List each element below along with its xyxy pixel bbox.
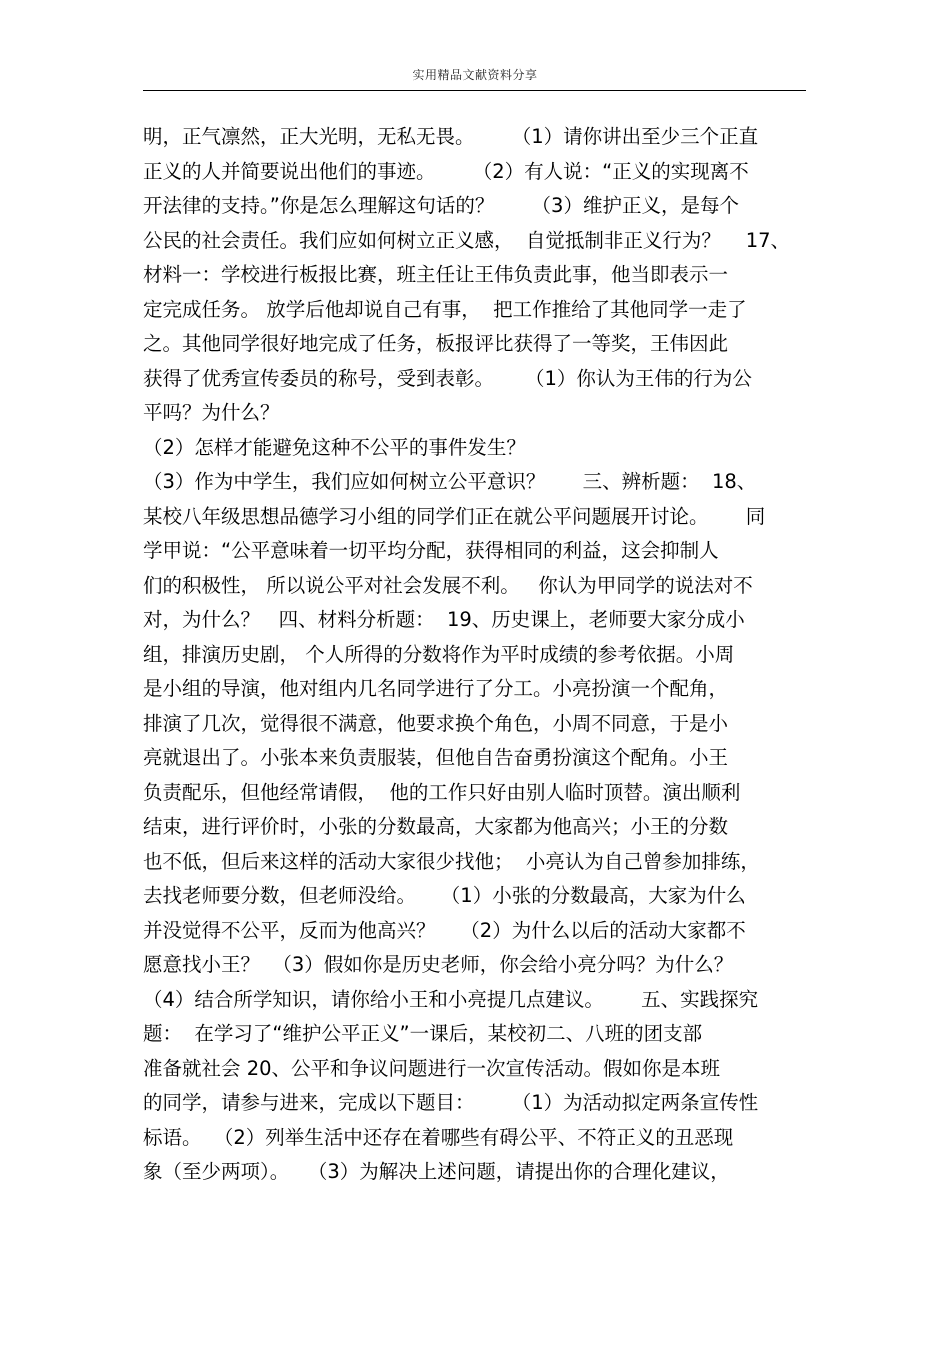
text-line-6: 定完成任务。 放学后他却说自己有事， 把工作推给了其他同学一走了 — [143, 297, 747, 321]
text-line-7: 之。其他同学很好地完成了任务，板报评比获得了一等奖，王伟因此 — [143, 332, 729, 355]
page-header-title: 实用精品文献资料分享 — [412, 68, 538, 82]
header-divider — [143, 90, 806, 91]
text-line-11: （3）作为中学生，我们应如何树立公平意识？ 三、辨析题： 18、 — [143, 470, 757, 493]
text-line-25: 愿意找小王？ （3）假如你是历史老师，你会给小亮分吗？为什么？ — [143, 953, 734, 976]
text-line-5: 材料一：学校进行板报比赛，班主任让王伟负责此事，他当即表示一 — [143, 263, 729, 286]
text-line-18: 排演了几次，觉得很不满意，他要求换个角色，小周不同意，于是小 — [143, 711, 729, 735]
text-line-12: 某校八年级思想品德学习小组的同学们正在就公平问题展开讨论。 同 — [143, 504, 766, 528]
text-line-8: 获得了优秀宣传委员的称号，受到表彰。 （1）你认为王伟的行为公 — [143, 366, 752, 390]
text-line-14: 们的积极性， 所以说公平对社会发展不利。 你认为甲同学的说法对不 — [143, 573, 753, 597]
text-line-20: 负责配乐，但他经常请假， 他的工作只好由别人临时顶替。演出顺利 — [143, 780, 741, 804]
text-line-28: 准备就社会 20、公平和争议问题进行一次宣传活动。假如你是本班 — [143, 1056, 721, 1080]
text-line-31: 象（至少两项）。 （3）为解决上述问题，请提出你的合理化建议， — [143, 1160, 730, 1183]
text-line-13: 学甲说：“公平意味着一切平均分配，获得相同的利益，这会抑制人 — [143, 539, 719, 562]
text-line-30: 标语。 （2）列举生活中还存在着哪些有碍公平、不符正义的丑恶现 — [143, 1125, 734, 1149]
text-line-10: （2）怎样才能避免这种不公平的事件发生？ — [143, 435, 526, 459]
text-line-17: 是小组的导演，他对组内几名同学进行了分工。小亮扮演一个配角， — [143, 677, 729, 700]
text-line-3: 开法律的支持。”你是怎么理解这句话的？ （3）维护正义，是每个 — [143, 194, 739, 217]
text-line-4: 公民的社会责任。我们应如何树立正义感， 自觉抵制非正义行为？ 17、 — [143, 228, 791, 252]
text-line-29: 的同学，请参与进来，完成以下题目： （1）为活动拟定两条宣传性 — [143, 1091, 759, 1114]
text-line-9: 平吗？为什么？ — [143, 401, 280, 424]
text-line-19: 亮就退出了。小张本来负责服装，但他自告奋勇扮演这个配角。小王 — [143, 746, 729, 769]
text-line-2: 正义的人并简要说出他们的事迹。 （2）有人说：“正义的实现离不 — [143, 159, 749, 183]
text-line-16: 组，排演历史剧， 个人所得的分数将作为平时成绩的参考依据。小周 — [143, 642, 735, 666]
text-line-15: 对，为什么？ 四、材料分析题： 19、历史课上，老师要大家分成小 — [143, 608, 745, 631]
text-line-24: 并没觉得不公平，反而为他高兴？ （2）为什么以后的活动大家都不 — [143, 918, 746, 942]
document-body — [143, 120, 823, 1190]
text-line-26: （4）结合所学知识，请你给小王和小亮提几点建议。 五、实践探究 — [143, 987, 759, 1011]
text-line-22: 也不低，但后来这样的活动大家很少找他； 小亮认为自己曾参加排练， — [143, 849, 760, 873]
text-line-23: 去找老师要分数，但老师没给。 （1）小张的分数最高，大家为什么 — [143, 884, 746, 907]
text-line-21: 结束，进行评价时，小张的分数最高，大家都为他高兴；小王的分数 — [143, 815, 729, 838]
text-line-27: 题： 在学习了“维护公平正义”一课后，某校初二、八班的团支部 — [143, 1022, 703, 1045]
text-line-1: 明，正气凛然，正大光明，无私无畏。 （1）请你讲出至少三个正直 — [143, 125, 759, 148]
